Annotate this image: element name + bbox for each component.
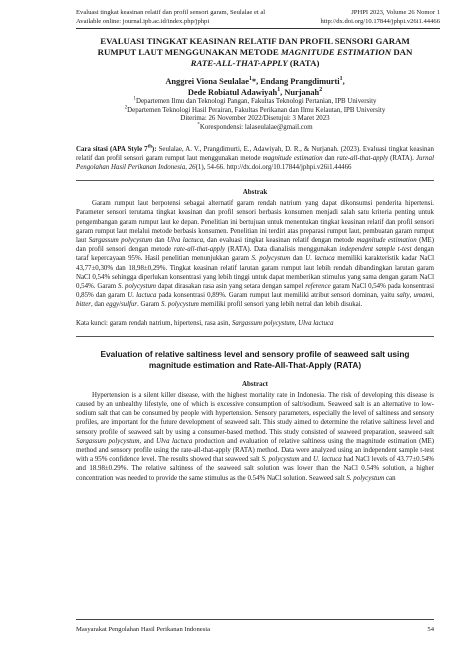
paper-title [76,36,434,69]
title-line: RATE-ALL-THAT-APPLY (RATA) [190,58,320,68]
header-rule [76,28,440,29]
abstract-heading: Abstract [241,379,269,388]
title-line: EVALUASI TINGKAT KEASINAN RELATIF DAN PROFIL SENSORI GARAM [100,36,410,46]
title-line: magnitude estimation and Rate-All-That-Apply (RATA) [148,360,362,371]
abstrak-heading: Abstrak [242,188,268,197]
received-dates: Diterima: 26 November 2022/Disetujui: 3 Maret 2023 [180,115,330,123]
citation-label: Cara sitasi (APA Style 7th): [76,144,157,153]
abstrak-body: Garam rumput laut berpotensi sebagai alternatif garam rendah natrium yang dapat dikonsumsi penderita hipertensi. Parameter sensori terutama tingkat keasinan dan profil sensori berbasis konsumen menjadi salah satu kriteria penting untuk pengembangan garam rumput laut ke depan. Penelitian ini bertujuan untuk menentukan tingkat keasinan relatif dan profil sensori garam rumput laut melalui metode berbasis konsumen. Penelitian ini terdiri atas preparasi rumput laut, pembuatan garam rumput laut Sargassum polycystum dan Ulva lactuca, dan evaluasi tingkat keasinan relatif dengan metode magnitude estimation (ME) dan profil sensori dengan metode rate-all-that-apply (RATA). Data dianalisis menggunakan independent sample t-test dengan taraf kepercayaan 95%. Hasil penelitian menunjukkan garam S. polycystum dan U. lactuca memiliki karakteristik kadar NaCl 43,77±0,30% dan 18,98±0,29%. Tingkat keasinan relatif larutan garam rumput laut lebih rendah dibandingkan larutan garam NaCl 0,54% sehingga diperlukan konsentrasi yang lebih tinggi untuk dapat memberikan stimulus yang sama dengan garam NaCl 0,54%. Garam S. polycystum dapat dirasakan rasa asin yang setara dengan sampel reference garam NaCl 0,54% pada konsentrasi 0,85% dan garam U. lactuca pada konsentrasi 0,89%. Garam rumput laut memiliki atribut sensori dominan, yaitu salty, umami, bitter, dan eggy/sulfur. Garam S. polycystum memiliki profil sensori yang lebih netral dan lebih disukai. [76,200,435,309]
doi-link[interactable]: http://dx.doi.org/10.17844/jphpi.v26i1.44466 [320,17,440,25]
affiliation-2: $^2$Departemen Teknologi Hasil Perairan, Fakultas Perikanan dan Ilmu Kelautan, IPB University [124,105,386,114]
english-title [76,349,434,372]
divider [76,180,434,181]
affiliation-1: $^1$Departemen Ilmu dan Teknologi Pangan, Fakultas Teknologi Pertanian, IPB University [133,96,377,106]
running-header [76,9,440,26]
footer-rule [76,619,434,620]
page-footer [76,626,434,633]
main-content [76,36,434,483]
author-name: Nurjanah [284,87,320,97]
publisher-name: Masyarakat Pengolahan Hasil Perikanan Indonesia [76,626,211,633]
author-name: Dede Robiatul Adawiyah [187,87,278,97]
running-title: Evaluasi tingkat keasinan relatif dan profil sensori garam, Seulalae et al [76,9,266,16]
author-list: Anggrei Viona Seulalae$^1$*, Endang Prangdimurti$^1$, Dede Robiatul Adawiyah$^1$, Nurjanah$^2$ [165,76,345,97]
author-name: Endang Prangdimurti [260,77,340,86]
online-link[interactable]: Available online: journal.ipb.ac.id/index.php/jphpi [76,17,210,25]
citation-block: Cara sitasi (APA Style 7th): Seulalae, A. V., Prangdimurti, E., Adawiyah, D. R., & Nurjanah. (2023). Evaluasi tingkat keasinan relatif dan profil sensori garam rumput laut menggunakan metode magnitude estimation dan rate-all-that-apply (RATA). Jurnal Pengolahan Hasil Perikanan Indonesia, 26(1), 54-66. http://dx.doi.org/10.17844/jphpi.v26i1.44466 [76,144,434,171]
title-line: Evaluation of relative saltiness level and sensory profile of seaweed salt using [100,348,410,359]
page-number: 54 [427,626,434,633]
journal-volume: JPHPI 2023, Volume 26 Nomor 1 [351,9,440,16]
divider [76,336,434,337]
correspondence: *Korespondensi: lalaseulalae@gmail.com [197,122,313,131]
abstract-body: Hypertension is a silent killer disease, with the highest mortality rate in Indonesia. The risk of developing this disease is caused by an unhealthy lifestyle, one of which is excessive consumption of salt/sodium. Seaweed salt is an alternative to low-sodium salt that can be consumed by people with hypertension. Sensory parameters, especially the level of saltiness and sensory profiles, are important for the future development of seaweed salt. This study aimed to determine the relative saltiness level and sensory profile of seaweed salt by using a consumer-based method. This study consisted of seaweed preparation, seaweed salt Sargassum polycystum, and Ulva lactuca production and evaluation of relative saltiness using the magnitude estimation (ME) method and sensory profile using the rate-all-that-apply (RATA) method. Data were analyzed using an independent sample t-test with a 95% confidence level. The results showed that seaweed salt S. polycystum and U. lactuca had NaCl levels of 43.77±0.54% and 18.98±0.29%. The relative saltiness of the seaweed salt solution was lower than the NaCl 0.54% solution, a higher concentration was needed to provide the same stimulus as the 0.54% NaCl solution. Seaweed salt S. polycystum can [76,391,434,482]
keywords: Kata kunci: garam rendah natrium, hipertensi, rasa asin, Sargassum polycystum, Ulva lactuca [76,319,334,327]
title-line: RUMPUT LAUT MENGGUNAKAN METODE MAGNITUDE ESTIMATION DAN [97,47,413,57]
affiliations [76,98,434,132]
author-name: Anggrei Viona Seulalae [165,77,249,86]
